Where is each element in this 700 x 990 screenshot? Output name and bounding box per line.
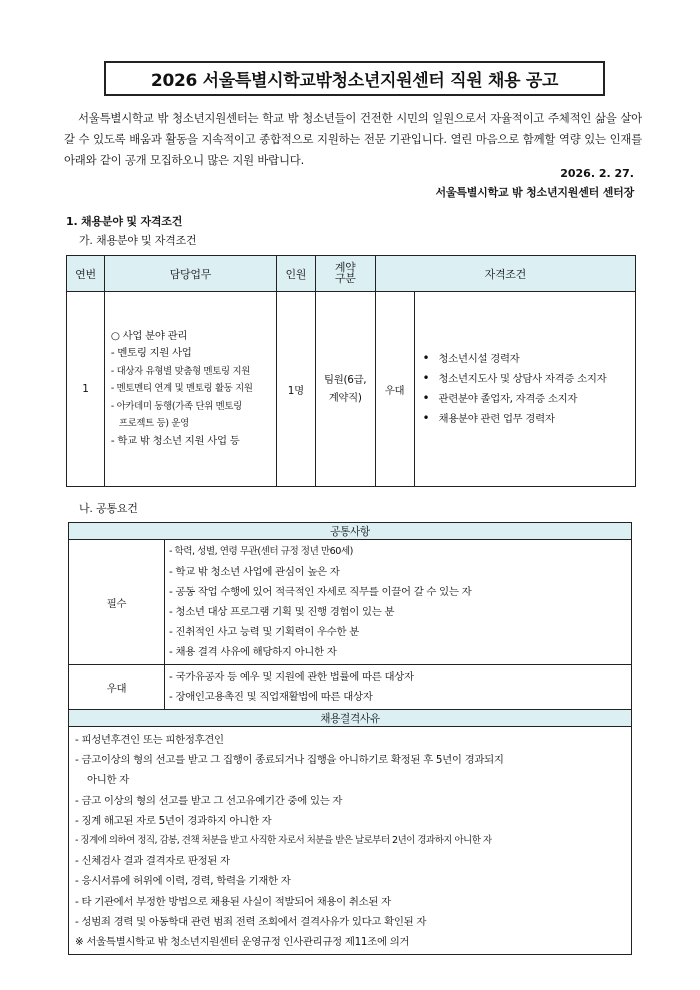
required-item: - 학력, 성별, 연령 무관(센터 규정 정년 만60세) [169,546,353,557]
disqualification-item: - 타 기관에서 부정한 방법으로 채용된 사실이 적발되어 채용이 취소된 자 [75,895,391,908]
qualification-item: • 청소년시설 경력자 [423,349,627,369]
preferred-item: - 국가유공자 등 예우 및 지원에 관한 법률에 따른 대상자 [169,671,414,683]
required-item: - 청소년 대상 프로그램 기획 및 진행 경험이 있는 분 [169,606,395,618]
recruitment-table-header [67,256,636,292]
row-contract-line1: 팀원(6급, [324,374,367,386]
header-contract-line2: 구분 [334,272,356,285]
subsection-a-title: 가. 채용분야 및 자격조건 [79,234,197,247]
table-row [67,292,636,487]
disqualification-item: - 금고 이상의 형의 선고를 받고 그 선고유예기간 중에 있는 자 [75,794,343,807]
disqualification-reasons [69,727,632,955]
disqualification-item-cont: 아니한 자 [87,774,129,787]
header-count: 인원 [276,256,315,292]
regulation-note: ※ 서울특별시학교 밖 청소년지원센터 운영규정 인사관리규정 제11조에 의거 [75,936,410,949]
required-item: - 진취적인 사고 능력 및 기획력이 우수한 분 [169,626,360,638]
disqualification-item: - 피성년후견인 또는 피한정후견인 [75,734,224,746]
announcement-date: 2026. 2. 27. [560,167,634,180]
common-requirements-table [68,522,632,955]
row-contract-line2: 계약직) [328,392,362,404]
section-1-title: 1. 채용분야 및 자격조건 [66,215,183,228]
intro-paragraph: 서울특별시학교 밖 청소년지원센터는 학교 밖 청소년들이 건전한 시민의 일원으로서 자율적이고 주체적인 삶을 살아갈 수 있도록 배움과 활동을 지속적이고 종합적으로 지원하는 전문 기관입니다. 열린 마음으로 함께할 역량 있는 인재를 아래와 같이 공개 모집하오니 많은 지원 바랍니다. [64,111,642,167]
row-type: 우대 [375,292,414,487]
header-no: 연번 [67,256,105,292]
duty-item: - 아카데미 동행(가족 단위 멘토링 [110,400,242,412]
qualifications-cell [414,292,635,487]
disqualification-item: - 성범죄 경력 및 아동학대 관련 범죄 전력 조회에서 결격사유가 있다고 확인된 자 [75,915,427,928]
subsection-b-title: 나. 공통요건 [79,502,138,515]
disqualification-item: - 징계 해고된 자로 5년이 경과하지 아니한 자 [75,814,272,827]
organization-signature: 서울특별시학교 밖 청소년지원센터 센터장 [435,186,634,199]
preferred-label: 우대 [69,665,165,710]
header-duty: 담당업무 [104,256,276,292]
row-count: 1명 [276,292,315,487]
header-qualification: 자격조건 [375,256,635,292]
preferred-item: - 장애인고용촉진 및 직업재활법에 따른 대상자 [169,691,373,703]
duties-cell [104,292,276,487]
disqualification-item: - 신체검사 결과 결격자로 판정된 자 [75,855,230,868]
required-label: 필수 [69,540,165,665]
row-no: 1 [67,292,105,487]
disqualification-item: - 응시서류에 허위에 이력, 경력, 학력을 기재한 자 [75,875,291,888]
qualification-item: • 채용분야 관련 업무 경력자 [423,409,627,429]
page-title [104,61,605,96]
qualification-item: • 관련분야 졸업자, 자격증 소지자 [423,389,627,409]
required-item: - 학교 밖 청소년 사업에 관심이 높은 자 [169,566,340,578]
disqualification-header: 채용결격사유 [69,710,632,727]
qualification-list [423,349,627,429]
header-contract-line1: 계약 [334,261,356,274]
duty-item-cont: 프로젝트 등) 운영 [118,418,189,430]
required-item: - 채용 결격 사유에 해당하지 아니한 자 [169,646,337,658]
duty-head: ○ 사업 분야 관리 [110,329,188,342]
disqualification-item: - 징계에 의하여 정직, 감봉, 견책 처분을 받고 사직한 자로서 처분을 받은 날로부터 2년이 경과하지 아니한 자 [75,835,492,847]
preferred-items [165,665,632,710]
row-contract [315,292,375,487]
duty-item: - 멘토멘티 연계 및 멘토링 활동 지원 [110,383,253,395]
required-item: - 공동 작업 수행에 있어 적극적인 자세로 직무를 이끌어 갈 수 있는 자 [169,586,472,598]
header-contract [315,256,375,292]
required-items [165,540,632,665]
duty-item: - 대상자 유형별 맞춤형 멘토링 지원 [110,365,250,377]
duty-item: - 멘토링 지원 사업 [110,347,192,360]
page-title-text: 2026 서울특별시학교밖청소년지원센터 직원 채용 공고 [150,71,559,91]
common-header: 공통사항 [69,523,632,540]
disqualification-item: - 금고이상의 형의 선고를 받고 그 집행이 종료되거나 집행을 아니하기로 확정된 후 5년이 경과되지 [75,754,504,767]
duty-item: - 학교 밖 청소년 지원 사업 등 [110,434,240,447]
qualification-item: • 청소년지도사 및 상담사 자격증 소지자 [423,369,627,389]
recruitment-table [66,255,636,487]
